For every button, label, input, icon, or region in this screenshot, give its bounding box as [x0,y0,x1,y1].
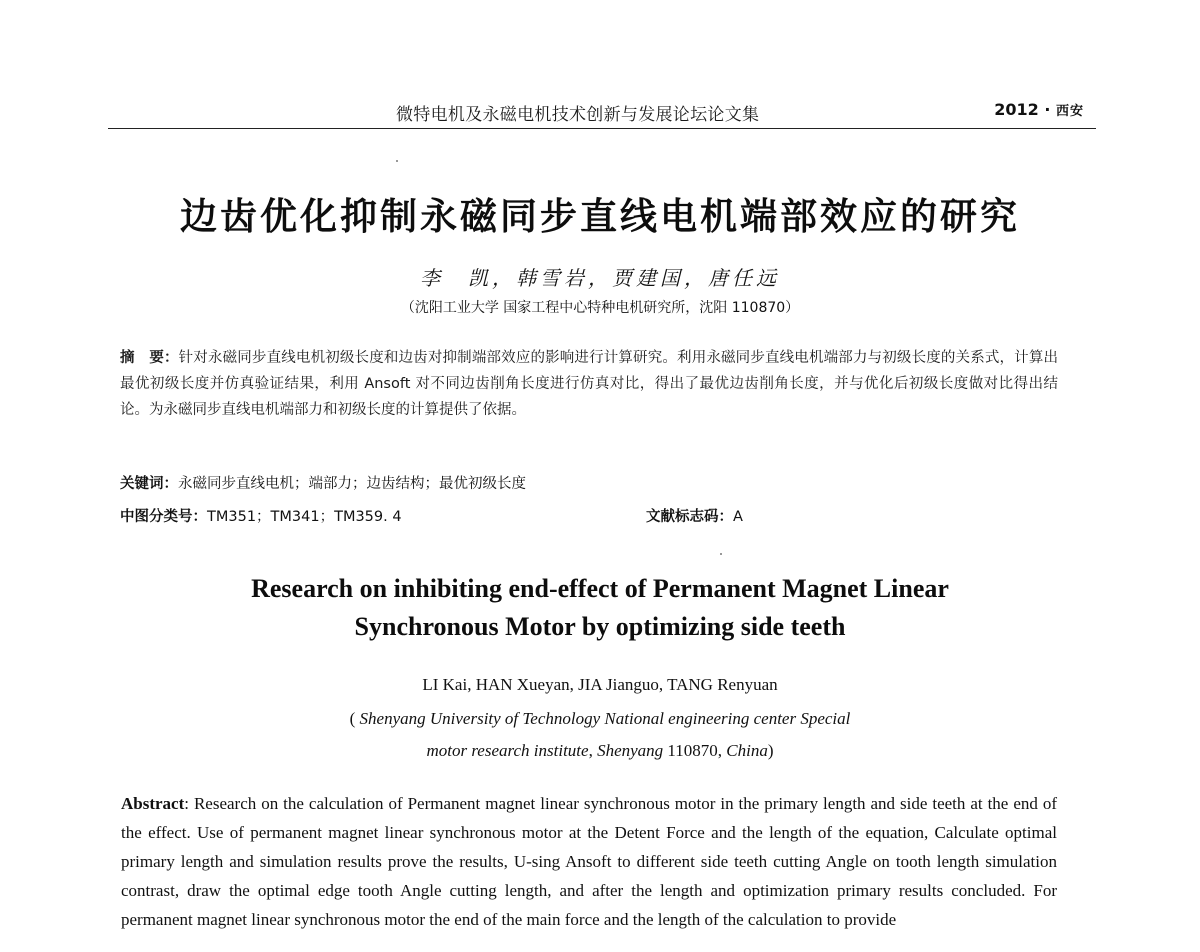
abstract-english-label: Abstract [121,794,185,813]
abstract-chinese-text: 针对永磁同步直线电机初级长度和边齿对抑制端部效应的影响进行计算研究。利用永磁同步直线电机端部力与初级长度的关系式，计算出最优初级长度并仿真验证结果，利用 Ansoft 对不同边齿削角长度进行仿真对比，得出了最优边齿削角长度，并与优化后初级长度做对比得出结论。为永磁同步直线电机端部力和初级长度的计算提供了依据。 [120,350,1059,418]
abstract-english-text: Research on the calculation of Permanent magnet linear synchronous motor in the primary length and side teeth at the end of the effect. Use of permanent magnet linear synchronous motor at the Detent Force and the length of the equation, Calculate optimal primary length and simulation results prove the results, U-sing Ansoft to different side teeth cutting Angle on tooth length simulation contrast, draw the optimal edge tooth Angle cutting length, and after the length and optimization primary results concluded. For permanent magnet linear synchronous motor the end of the main force and the length of the calculation to provide [121,794,1057,929]
title-english-line-1: Research on inhibiting end-effect of Permanent Magnet Linear [251,574,949,603]
affiliation-open-paren: ( [349,709,360,728]
affiliation-english-line-2 [0,735,1200,767]
scan-speck [720,553,722,555]
running-header-year-place [994,100,1084,119]
document-code-label: 文献标志码： [646,509,733,525]
keywords-chinese [120,472,526,493]
affiliation-chinese: （沈阳工业大学 国家工程中心特种电机研究所，沈阳 110870） [400,300,800,316]
affiliation-english [0,703,1200,767]
classification-text: TM351；TM341；TM359. 4 [207,509,402,525]
running-header [108,98,1096,129]
affiliation-country: China [726,741,768,760]
classification-label: 中图分类号： [120,509,207,525]
authors-english: LI Kai, HAN Xueyan, JIA Jianguo, TANG Renyuan [422,675,778,694]
header-year: 2012 [994,100,1039,119]
affiliation-line-2-text: motor research institute [426,741,589,760]
affiliation-line-1-text: Shenyang University of Technology National engineering center Special [359,709,851,728]
header-separator: · [1044,100,1051,119]
affiliation-close-paren: ) [767,741,774,760]
abstract-chinese [120,345,1058,423]
keywords-text: 永磁同步直线电机；端部力；边齿结构；最优初级长度 [178,476,526,492]
affiliation-sep: , [717,741,727,760]
affiliation-comma: , [588,741,598,760]
paper-title-english [0,570,1200,646]
header-place: 西安 [1055,104,1084,119]
affiliation-city: Shenyang [597,741,664,760]
running-header-title: 微特电机及永磁电机技术创新与发展论坛论文集 [396,105,760,125]
keywords-label: 关键词： [120,476,178,492]
authors-chinese: 李 凯，韩雪岩，贾建国，唐任远 [420,266,780,290]
affiliation-postcode: 110870 [663,741,718,760]
abstract-english-colon: : [184,794,194,813]
paper-title-chinese: 边齿优化抑制永磁同步直线电机端部效应的研究 [180,195,1020,238]
classification-number [120,505,402,526]
title-english-line-2: Synchronous Motor by optimizing side teeth [354,612,846,641]
scan-speck [396,160,398,162]
abstract-english [121,789,1057,934]
document-code-text: A [733,509,743,525]
abstract-chinese-label: 摘 要： [120,350,179,366]
document-code [646,505,743,526]
affiliation-english-line-1 [0,703,1200,735]
